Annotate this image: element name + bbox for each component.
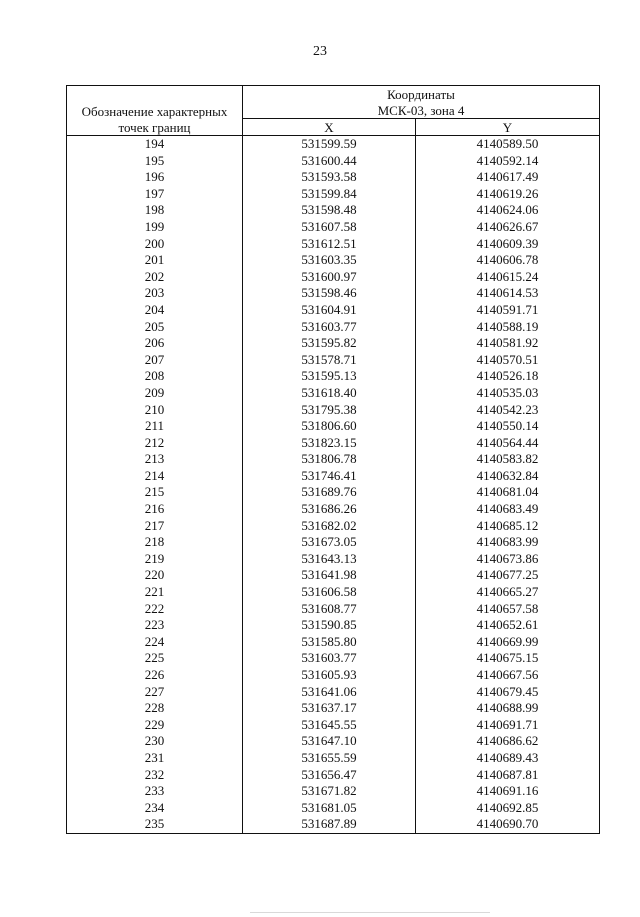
table-row bbox=[67, 169, 600, 186]
table-row bbox=[67, 385, 600, 402]
y-coordinate-cell: 4140619.26 bbox=[416, 186, 600, 203]
x-coordinate-cell: 531806.60 bbox=[243, 418, 416, 435]
x-coordinate-cell: 531598.48 bbox=[243, 202, 416, 219]
table-row bbox=[67, 435, 600, 452]
y-coordinate-cell: 4140677.25 bbox=[416, 567, 600, 584]
table-row bbox=[67, 534, 600, 551]
x-coordinate-cell: 531656.47 bbox=[243, 767, 416, 784]
point-number-cell: 227 bbox=[67, 684, 243, 701]
point-number-cell: 217 bbox=[67, 518, 243, 535]
y-coordinate-cell: 4140673.86 bbox=[416, 551, 600, 568]
table-row bbox=[67, 484, 600, 501]
point-number-cell: 204 bbox=[67, 302, 243, 319]
y-coordinate-cell: 4140667.56 bbox=[416, 667, 600, 684]
x-coordinate-cell: 531585.80 bbox=[243, 634, 416, 651]
table-row bbox=[67, 518, 600, 535]
x-coordinate-cell: 531603.35 bbox=[243, 252, 416, 269]
table-row bbox=[67, 684, 600, 701]
y-coordinate-cell: 4140526.18 bbox=[416, 368, 600, 385]
table-row bbox=[67, 202, 600, 219]
x-coordinate-cell: 531590.85 bbox=[243, 617, 416, 634]
y-coordinate-cell: 4140570.51 bbox=[416, 352, 600, 369]
x-coordinate-cell: 531600.97 bbox=[243, 269, 416, 286]
point-number-cell: 231 bbox=[67, 750, 243, 767]
point-number-cell: 229 bbox=[67, 717, 243, 734]
table-row bbox=[67, 617, 600, 634]
table-row bbox=[67, 700, 600, 717]
point-number-cell: 215 bbox=[67, 484, 243, 501]
coordinates-header bbox=[243, 86, 600, 119]
x-coordinate-cell: 531641.98 bbox=[243, 567, 416, 584]
point-number-cell: 199 bbox=[67, 219, 243, 236]
point-number-cell: 219 bbox=[67, 551, 243, 568]
point-number-cell: 208 bbox=[67, 368, 243, 385]
y-coordinate-cell: 4140689.43 bbox=[416, 750, 600, 767]
x-coordinate-cell: 531604.91 bbox=[243, 302, 416, 319]
y-coordinate-cell: 4140583.82 bbox=[416, 451, 600, 468]
y-coordinate-cell: 4140581.92 bbox=[416, 335, 600, 352]
point-number-cell: 235 bbox=[67, 816, 243, 833]
y-coordinate-cell: 4140624.06 bbox=[416, 202, 600, 219]
point-number-cell: 233 bbox=[67, 783, 243, 800]
scan-edge-line bbox=[250, 912, 490, 913]
point-number-cell: 202 bbox=[67, 269, 243, 286]
table-row bbox=[67, 285, 600, 302]
point-number-cell: 196 bbox=[67, 169, 243, 186]
point-number-cell: 226 bbox=[67, 667, 243, 684]
y-coordinate-cell: 4140606.78 bbox=[416, 252, 600, 269]
table-header bbox=[67, 86, 600, 136]
table-row bbox=[67, 634, 600, 651]
x-coordinate-cell: 531655.59 bbox=[243, 750, 416, 767]
point-number-cell: 225 bbox=[67, 650, 243, 667]
header-row-top bbox=[67, 86, 600, 119]
y-coordinate-cell: 4140626.67 bbox=[416, 219, 600, 236]
y-coordinate-cell: 4140683.99 bbox=[416, 534, 600, 551]
x-coordinate-cell: 531618.40 bbox=[243, 385, 416, 402]
table-row bbox=[67, 717, 600, 734]
x-coordinate-cell: 531795.38 bbox=[243, 402, 416, 419]
y-coordinate-cell: 4140669.99 bbox=[416, 634, 600, 651]
y-column-header: Y bbox=[416, 119, 600, 136]
y-coordinate-cell: 4140665.27 bbox=[416, 584, 600, 601]
point-number-cell: 194 bbox=[67, 136, 243, 153]
table-row bbox=[67, 733, 600, 750]
y-coordinate-cell: 4140591.71 bbox=[416, 302, 600, 319]
table-row bbox=[67, 584, 600, 601]
y-coordinate-cell: 4140617.49 bbox=[416, 169, 600, 186]
x-coordinate-cell: 531598.46 bbox=[243, 285, 416, 302]
table-row bbox=[67, 451, 600, 468]
y-coordinate-cell: 4140632.84 bbox=[416, 468, 600, 485]
y-coordinate-cell: 4140675.15 bbox=[416, 650, 600, 667]
y-coordinate-cell: 4140592.14 bbox=[416, 153, 600, 170]
table-row bbox=[67, 136, 600, 153]
x-coordinate-cell: 531637.17 bbox=[243, 700, 416, 717]
point-number-cell: 221 bbox=[67, 584, 243, 601]
y-coordinate-cell: 4140691.71 bbox=[416, 717, 600, 734]
x-coordinate-cell: 531603.77 bbox=[243, 650, 416, 667]
x-coordinate-cell: 531671.82 bbox=[243, 783, 416, 800]
y-coordinate-cell: 4140688.99 bbox=[416, 700, 600, 717]
y-coordinate-cell: 4140542.23 bbox=[416, 402, 600, 419]
table-row bbox=[67, 252, 600, 269]
table-row bbox=[67, 236, 600, 253]
table-row bbox=[67, 269, 600, 286]
point-number-cell: 205 bbox=[67, 319, 243, 336]
y-coordinate-cell: 4140685.12 bbox=[416, 518, 600, 535]
x-coordinate-cell: 531641.06 bbox=[243, 684, 416, 701]
table-row bbox=[67, 501, 600, 518]
page-number: 23 bbox=[313, 44, 327, 59]
point-number-cell: 210 bbox=[67, 402, 243, 419]
y-coordinate-cell: 4140679.45 bbox=[416, 684, 600, 701]
point-number-cell: 198 bbox=[67, 202, 243, 219]
y-coordinate-cell: 4140535.03 bbox=[416, 385, 600, 402]
point-number-cell: 203 bbox=[67, 285, 243, 302]
x-coordinate-cell: 531673.05 bbox=[243, 534, 416, 551]
x-coordinate-cell: 531606.58 bbox=[243, 584, 416, 601]
y-coordinate-cell: 4140683.49 bbox=[416, 501, 600, 518]
point-number-cell: 218 bbox=[67, 534, 243, 551]
y-coordinate-cell: 4140681.04 bbox=[416, 484, 600, 501]
x-coordinate-cell: 531612.51 bbox=[243, 236, 416, 253]
y-coordinate-cell: 4140588.19 bbox=[416, 319, 600, 336]
x-coordinate-cell: 531593.58 bbox=[243, 169, 416, 186]
x-coordinate-cell: 531806.78 bbox=[243, 451, 416, 468]
x-coordinate-cell: 531681.05 bbox=[243, 800, 416, 817]
point-number-cell: 201 bbox=[67, 252, 243, 269]
table-row bbox=[67, 302, 600, 319]
x-coordinate-cell: 531599.59 bbox=[243, 136, 416, 153]
y-coordinate-cell: 4140589.50 bbox=[416, 136, 600, 153]
point-number-cell: 216 bbox=[67, 501, 243, 518]
y-coordinate-cell: 4140691.16 bbox=[416, 783, 600, 800]
point-number-cell: 195 bbox=[67, 153, 243, 170]
point-number-cell: 234 bbox=[67, 800, 243, 817]
point-number-cell: 228 bbox=[67, 700, 243, 717]
y-coordinate-cell: 4140614.53 bbox=[416, 285, 600, 302]
x-column-header: X bbox=[243, 119, 416, 136]
table-row bbox=[67, 783, 600, 800]
point-number-cell: 206 bbox=[67, 335, 243, 352]
point-number-cell: 197 bbox=[67, 186, 243, 203]
point-number-cell: 207 bbox=[67, 352, 243, 369]
table-row bbox=[67, 418, 600, 435]
table-row bbox=[67, 816, 600, 833]
x-coordinate-cell: 531595.13 bbox=[243, 368, 416, 385]
table-row bbox=[67, 368, 600, 385]
x-coordinate-cell: 531643.13 bbox=[243, 551, 416, 568]
y-coordinate-cell: 4140692.85 bbox=[416, 800, 600, 817]
y-coordinate-cell: 4140550.14 bbox=[416, 418, 600, 435]
point-number-cell: 209 bbox=[67, 385, 243, 402]
point-number-cell: 214 bbox=[67, 468, 243, 485]
point-number-cell: 212 bbox=[67, 435, 243, 452]
table-row bbox=[67, 601, 600, 618]
y-coordinate-cell: 4140564.44 bbox=[416, 435, 600, 452]
table-row bbox=[67, 319, 600, 336]
y-coordinate-cell: 4140690.70 bbox=[416, 816, 600, 833]
x-coordinate-cell: 531686.26 bbox=[243, 501, 416, 518]
table-row bbox=[67, 352, 600, 369]
table-row bbox=[67, 667, 600, 684]
point-number-cell: 200 bbox=[67, 236, 243, 253]
table-row bbox=[67, 800, 600, 817]
table-row bbox=[67, 767, 600, 784]
x-coordinate-cell: 531600.44 bbox=[243, 153, 416, 170]
point-number-cell: 224 bbox=[67, 634, 243, 651]
point-designation-header: Обозначение характерных точек границ bbox=[67, 86, 243, 136]
y-coordinate-cell: 4140687.81 bbox=[416, 767, 600, 784]
point-number-cell: 211 bbox=[67, 418, 243, 435]
x-coordinate-cell: 531599.84 bbox=[243, 186, 416, 203]
table-row bbox=[67, 402, 600, 419]
x-coordinate-cell: 531607.58 bbox=[243, 219, 416, 236]
x-coordinate-cell: 531645.55 bbox=[243, 717, 416, 734]
x-coordinate-cell: 531608.77 bbox=[243, 601, 416, 618]
x-coordinate-cell: 531595.82 bbox=[243, 335, 416, 352]
point-number-cell: 223 bbox=[67, 617, 243, 634]
x-coordinate-cell: 531578.71 bbox=[243, 352, 416, 369]
x-coordinate-cell: 531647.10 bbox=[243, 733, 416, 750]
table-row bbox=[67, 186, 600, 203]
table-row bbox=[67, 551, 600, 568]
coordinates-table bbox=[66, 85, 600, 834]
x-coordinate-cell: 531682.02 bbox=[243, 518, 416, 535]
coordinate-system-label: МСК-03, зона 4 bbox=[377, 102, 465, 118]
x-coordinate-cell: 531687.89 bbox=[243, 816, 416, 833]
table-row bbox=[67, 219, 600, 236]
y-coordinate-cell: 4140686.62 bbox=[416, 733, 600, 750]
y-coordinate-cell: 4140652.61 bbox=[416, 617, 600, 634]
table-row bbox=[67, 750, 600, 767]
y-coordinate-cell: 4140609.39 bbox=[416, 236, 600, 253]
y-coordinate-cell: 4140615.24 bbox=[416, 269, 600, 286]
table-row bbox=[67, 153, 600, 170]
table-row bbox=[67, 335, 600, 352]
table-row bbox=[67, 567, 600, 584]
x-coordinate-cell: 531823.15 bbox=[243, 435, 416, 452]
y-coordinate-cell: 4140657.58 bbox=[416, 601, 600, 618]
x-coordinate-cell: 531689.76 bbox=[243, 484, 416, 501]
x-coordinate-cell: 531603.77 bbox=[243, 319, 416, 336]
table-row bbox=[67, 650, 600, 667]
coordinates-title: Координаты bbox=[387, 87, 455, 102]
point-number-cell: 213 bbox=[67, 451, 243, 468]
point-number-cell: 230 bbox=[67, 733, 243, 750]
point-number-cell: 220 bbox=[67, 567, 243, 584]
point-number-cell: 222 bbox=[67, 601, 243, 618]
table-body bbox=[67, 136, 600, 834]
table-row bbox=[67, 468, 600, 485]
x-coordinate-cell: 531605.93 bbox=[243, 667, 416, 684]
point-number-cell: 232 bbox=[67, 767, 243, 784]
x-coordinate-cell: 531746.41 bbox=[243, 468, 416, 485]
